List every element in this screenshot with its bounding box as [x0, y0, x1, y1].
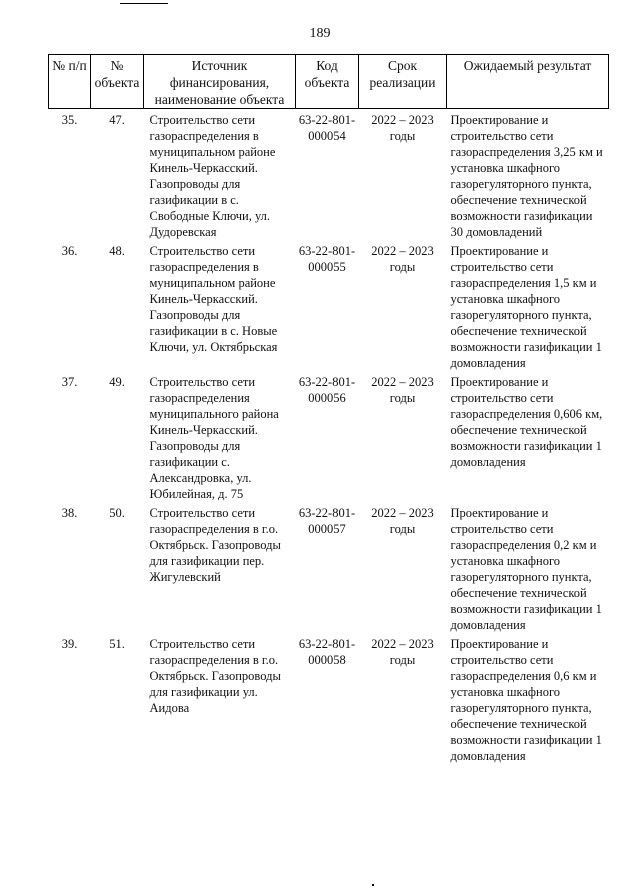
- row-term: 2022 – 2023 годы: [371, 113, 434, 143]
- row-source: Строительство сети газораспределения в муниципальном районе Кинель-Черкасский. Газопроводы для газификации в с. Новые Ключи, ул. Октябрьская: [149, 244, 278, 354]
- row-source: Строительство сети газораспределения в г.о. Октябрьск. Газопроводы для газификации пер. Жигулевский: [149, 506, 281, 584]
- row-object-num: 51.: [109, 637, 125, 651]
- row-result: Проектирование и строительство сети газораспределения 0,6 км и установка шкафного газорегуляторного пункта, обеспечение технической возможности газификации 1 домовладения: [450, 637, 602, 763]
- table-row: [49, 502, 609, 633]
- table-row: [49, 109, 609, 241]
- header-object: № объекта: [91, 55, 144, 109]
- row-num: 35.: [61, 113, 78, 127]
- row-term: 2022 – 2023 годы: [371, 244, 434, 274]
- row-object-num: 48.: [109, 244, 125, 258]
- row-code: 63-22-801-000058: [298, 637, 356, 667]
- row-object-num: 47.: [109, 113, 125, 127]
- row-result: Проектирование и строительство сети газораспределения 3,25 км и установка шкафного газорегуляторного пункта, обеспечение технической возможности газификации 30 домовладений: [450, 113, 603, 239]
- projects-table: [48, 54, 609, 764]
- header-result: Ожидаемый результат: [447, 55, 609, 109]
- row-num: 36.: [61, 244, 78, 258]
- header-code: Код объекта: [296, 55, 359, 109]
- table-header-row: [49, 55, 609, 109]
- row-num: 37.: [61, 375, 78, 389]
- page-number: 189: [309, 26, 331, 41]
- table-row: [49, 633, 609, 764]
- scan-artifact-bottom: [372, 884, 374, 886]
- table-row: [49, 371, 609, 502]
- row-result: Проектирование и строительство сети газораспределения 0,606 км, обеспечение технической возможности газификации 1 домовладения: [450, 375, 603, 469]
- header-term: Срок реализации: [359, 55, 447, 109]
- row-code: 63-22-801-000057: [298, 506, 356, 536]
- row-object-num: 50.: [109, 506, 125, 520]
- row-term: 2022 – 2023 годы: [371, 637, 434, 667]
- header-num: № п/п: [49, 55, 91, 109]
- row-source: Строительство сети газораспределения в г.о. Октябрьск. Газопроводы для газификации ул. Аидова: [149, 637, 281, 715]
- row-result: Проектирование и строительство сети газораспределения 0,2 км и установка шкафного газорегуляторного пункта, обеспечение технической возможности газификации 1 домовладения: [450, 506, 602, 632]
- row-code: 63-22-801-000056: [298, 375, 356, 405]
- header-source: Источник финансирования, наименование объекта: [144, 55, 296, 109]
- row-term: 2022 – 2023 годы: [371, 506, 434, 536]
- row-num: 38.: [61, 506, 78, 520]
- row-object-num: 49.: [109, 375, 125, 389]
- row-code: 63-22-801-000054: [298, 113, 356, 143]
- row-num: 39.: [61, 637, 78, 651]
- row-source: Строительство сети газораспределения муниципального района Кинель-Черкасский. Газопроводы для газификации с. Александровка, ул. Юбилейная, д. 75: [149, 375, 279, 501]
- table-row: [49, 240, 609, 371]
- row-source: Строительство сети газораспределения в муниципальном районе Кинель-Черкасский. Газопроводы для газификации в с. Свободные Ключи, ул. Дудоревская: [149, 113, 276, 239]
- row-code: 63-22-801-000055: [298, 244, 356, 274]
- row-term: 2022 – 2023 годы: [371, 375, 434, 405]
- scan-artifact-top: [120, 3, 168, 4]
- row-result: Проектирование и строительство сети газораспределения 1,5 км и установка шкафного газорегуляторного пункта, обеспечение технической возможности газификации 1 домовладения: [450, 244, 602, 370]
